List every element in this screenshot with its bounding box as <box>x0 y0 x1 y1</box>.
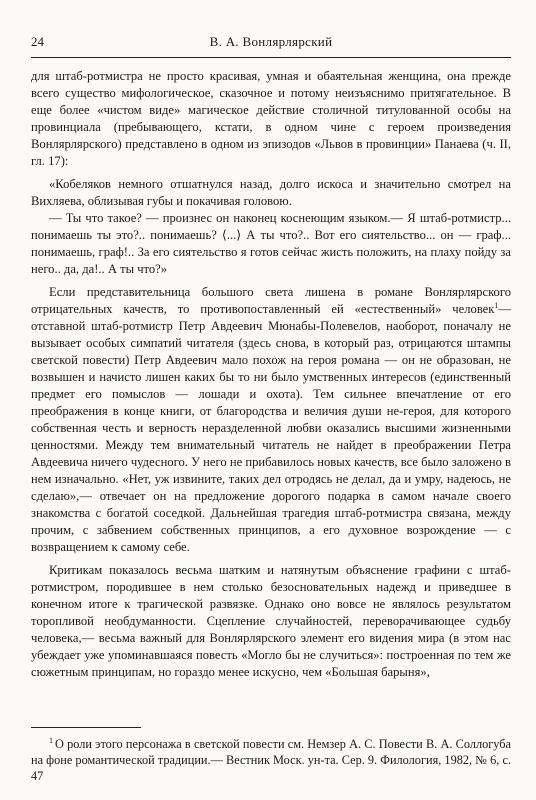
quote-paragraph-2: — Ты что такое? — произнес он наконец коснеющим языком.— Я штаб-ротмистр... понимаешь ты это?.. понимаешь? ⟨...⟩ А ты что?.. Вот его сиятельство... он — граф... понимаешь, граф!.. За его сиятельство я готов сейчас жисть положить, на плаху пойду за него.. да, да!.. А ты что?» <box>31 211 511 276</box>
footnote <box>31 736 511 784</box>
running-head: В. А. Вонлярлярский <box>209 34 333 49</box>
paragraph-2-text-before: Если представительница большого света лишена в романе Вонлярлярского отрицательных качеств, то противопоставленный ей «естественный» человек <box>31 285 511 316</box>
page-header <box>31 30 511 52</box>
paragraph-1: для штаб-ротмистра не просто красивая, умная и обаятельная женщина, она прежде всего существо мифологическое, сказочное и потому неизъяснимо притягательное. В еще более «чистом виде» магическое действие столичной титулованной особы на провинциала (пребывающего, кстати, в одном чине с героем произведения Вонлярлярского) представлено в одном из эпизодов «Львов в провинции» Панаева (ч. II, гл. 17): <box>31 69 511 168</box>
footnote-mark: 1 <box>49 735 53 745</box>
paragraph-3: Критикам показалось весьма шатким и натянутым объяснение графини с штаб-ротмистром, породившее в нем столько безосновательных надежд и приведшее в конечном итоге к трагической развязке. Однако оно вовсе не являлось результатом торопливой необдуманности. Сцепление случайностей, переворачивающее судьбу человека,— весьма важный для Вонлярлярского элемент его видения мира (в этом нас убеждает уже упоминавшаяся повесть «Могло бы не случиться»: построенная по тем же сюжетным принципам, но гораздо менее искусно, чем «Большая барыня», <box>31 563 511 679</box>
footnote-text: О роли этого персонажа в светской повести см. Немзер А. С. Повести В. А. Соллогуба на фоне романтической традиции.— Вестник Моск. ун-та. Сер. 9. Филология, 1982, № 6, с. 47 <box>31 737 511 783</box>
footnote-reference[interactable]: 1 <box>494 300 499 310</box>
page-number: 24 <box>31 34 44 49</box>
main-text <box>31 68 511 681</box>
header-rule <box>31 57 511 58</box>
page <box>31 30 511 783</box>
paragraph-2-text-after: — отставной штаб-ротмистр Петр Авдеевич Мюнабы-Полевелов, наоборот, поначалу не вызывает особых симпатий читателя (здесь снова, в который раз, отрицаются штампы светской повести) Петр Авдеевич мало похож на героя романа — он не образован, не возвышен и начисто лишен каких бы то ни было умственных интересов (единственный предмет его помыслов — лошади и охота). Тем сильнее впечатление от его преображения в конце книги, от благородства и величия души не-героя, для которого собственная честь и верность неразделенной любви оказались высшими жизненными ценностями. Между тем внимательный читатель не найдет в преображении Петра Авдеевича ничего чудесного. У него не прибавилось новых качеств, все было заложено в нем изначально. «Нет, уж извините, таких дел отродясь не делал, да и умру, надеюсь, не сделаю»,— отвечает он на предложение дорогого подарка в самом начале своего знакомства с богатой соседкой. Дальнейшая трагедия штаб-ротмистра связана, между прочим, с забвением собственных принципов, а его духовное возрождение — с возвращением к самому себе. <box>31 302 511 554</box>
paragraph-2 <box>31 284 511 556</box>
footnote-rule <box>31 727 141 728</box>
quote-paragraph-1: «Кобеляков немного отшатнулся назад, долго искоса и значительно смотрел на Вихляева, облизывая губы и покачивая головою. <box>31 177 511 208</box>
